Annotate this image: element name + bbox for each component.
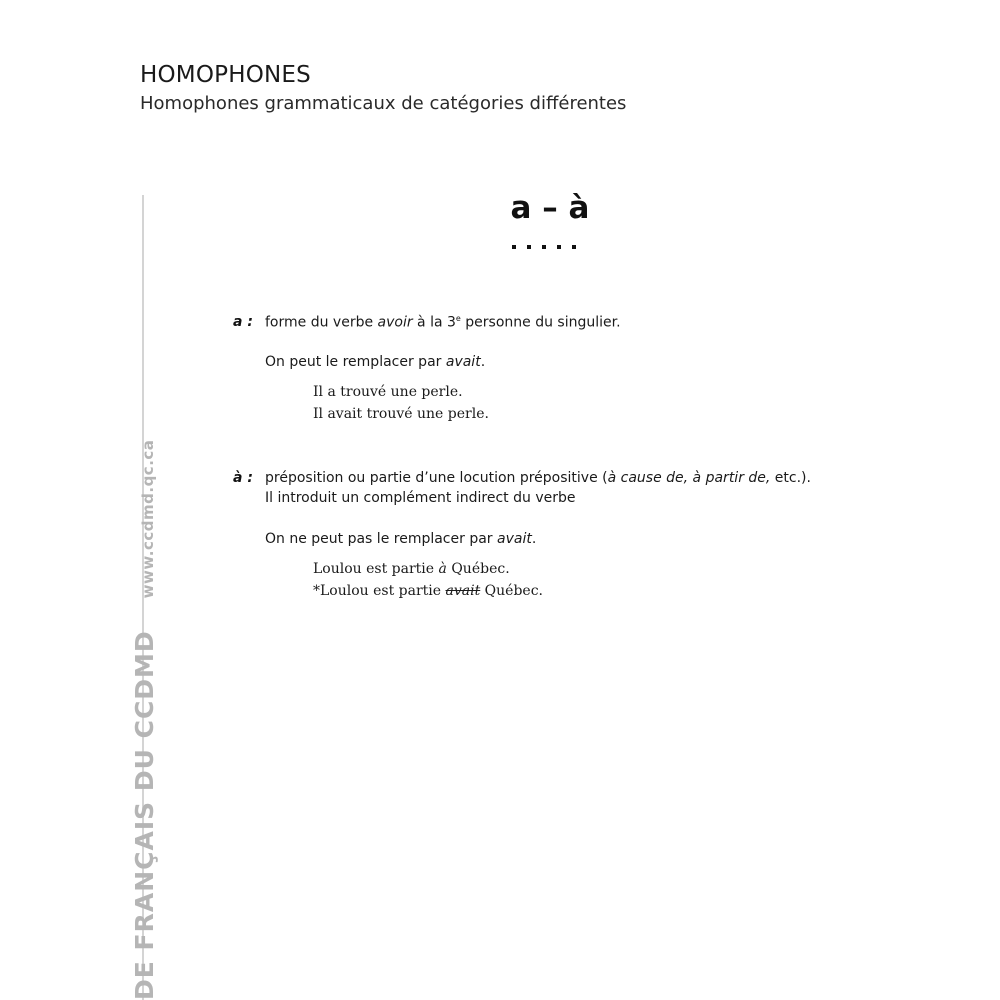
title-dots xyxy=(512,245,576,249)
definition-text: forme du verbe xyxy=(265,314,378,331)
example-text: *Loulou est partie xyxy=(313,583,446,599)
entry-term-a-grave: à : xyxy=(233,470,253,486)
entry-definition-a-grave-line1 xyxy=(265,470,811,486)
header-title: HOMOPHONES xyxy=(140,62,311,88)
rule-italic: avait xyxy=(445,354,481,370)
definition-italic: à cause de, à partir de, xyxy=(607,470,771,486)
rule-text: On ne peut pas le remplacer par xyxy=(265,531,497,547)
example-text: Québec. xyxy=(446,561,510,577)
page-title: a – à xyxy=(510,190,590,226)
title-dot xyxy=(512,245,516,249)
definition-text: etc.). xyxy=(770,470,811,486)
sidebar-url: www.ccdmd.qc.ca xyxy=(139,439,157,599)
example-italic: à xyxy=(438,561,447,577)
example-line: Il avait trouvé une perle. xyxy=(313,406,489,422)
example-line xyxy=(313,583,543,599)
rule-text: On peut le remplacer par xyxy=(265,354,446,370)
definition-text: préposition ou partie d’une locution prépositive ( xyxy=(265,470,608,486)
title-dot xyxy=(557,245,561,249)
example-line: Il a trouvé une perle. xyxy=(313,384,463,400)
example-text: Loulou est partie xyxy=(313,561,439,577)
example-line xyxy=(313,561,510,577)
sidebar-watermark xyxy=(130,440,159,1000)
entry-definition-a xyxy=(265,314,621,331)
entry-rule-a-grave xyxy=(265,531,536,547)
title-dot xyxy=(572,245,576,249)
definition-text: à la 3 xyxy=(412,314,456,331)
title-dot xyxy=(542,245,546,249)
entry-rule-a xyxy=(265,354,485,370)
entry-term-a: a : xyxy=(233,314,253,330)
title-dot xyxy=(527,245,531,249)
entry-definition-a-grave-line2: Il introduit un complément indirect du verbe xyxy=(265,490,576,506)
header-subtitle: Homophones grammaticaux de catégories différentes xyxy=(140,93,627,114)
definition-text: personne du singulier. xyxy=(460,314,621,331)
definition-italic: avoir xyxy=(377,314,413,331)
definition-superscript: e xyxy=(455,314,461,323)
rule-italic: avait xyxy=(497,531,532,547)
example-strikethrough: avait xyxy=(445,583,481,599)
example-text: Québec. xyxy=(480,583,544,599)
sidebar-brand: DE FRANÇAIS DU CCDMD xyxy=(130,630,159,1000)
rule-text: . xyxy=(480,354,486,370)
rule-text: . xyxy=(531,531,537,547)
